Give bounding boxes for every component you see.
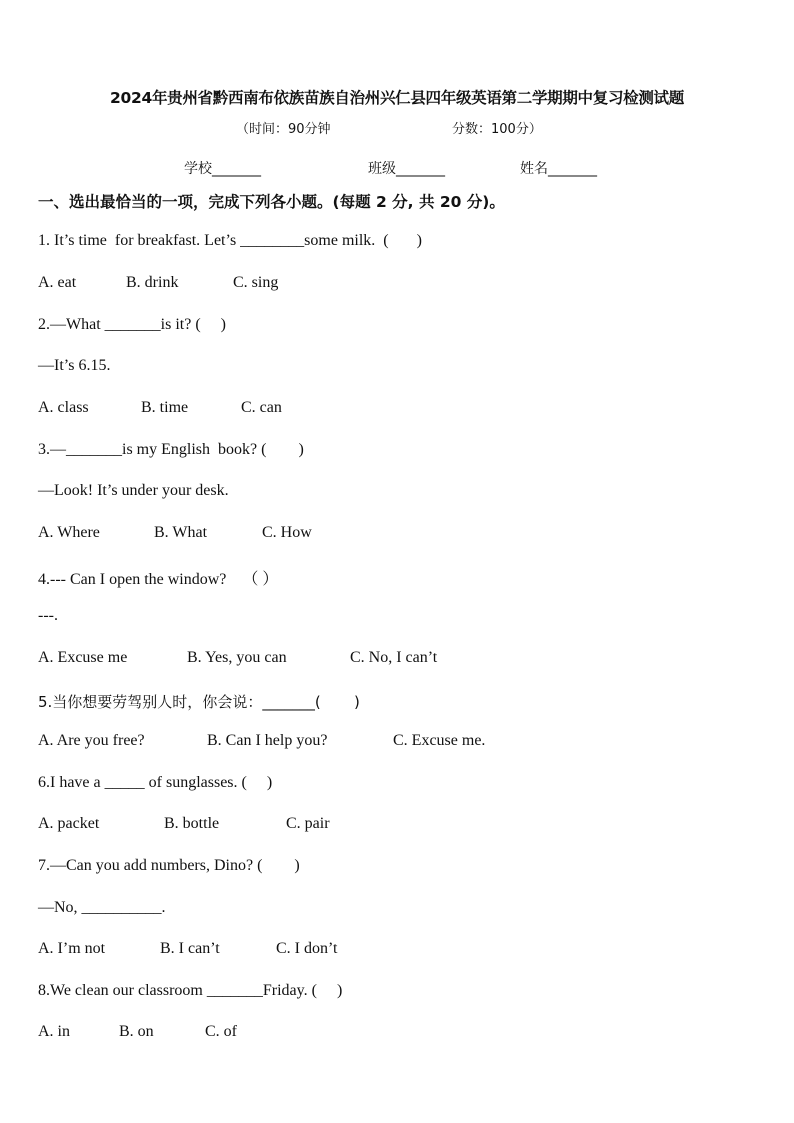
question-5-option-a: A. Are you free? [38,732,145,749]
question-4-answer-line: ---. [38,607,58,624]
question-7-stem: 7.—Can you add numbers, Dino? ( ) [38,857,300,874]
question-8-option-b: B. on [119,1023,154,1040]
question-6-option-c: C. pair [286,815,330,832]
name-field: 姓名_______ [520,161,597,177]
question-2-stem: 2.—What _______is it? ( ) [38,316,226,333]
exam-title: 2024年贵州省黔西南布依族苗族自治州兴仁县四年级英语第二学期期中复习检测试题 [110,89,684,107]
question-6-option-a: A. packet [38,815,100,832]
question-2-option-c: C. can [241,399,282,416]
question-1-option-a: A. eat [38,274,77,291]
question-3-stem: 3.—_______is my English book? ( ) [38,441,304,458]
question-1-stem: 1. It’s time for breakfast. Let’s ________some milk. ( ) [38,232,422,249]
exam-time: （时间：90分钟 [236,122,331,137]
question-3-option-c: C. How [262,524,312,541]
class-field: 班级_______ [368,161,445,177]
question-7-option-b: B. I can’t [160,940,220,957]
question-8-option-c: C. of [205,1023,237,1040]
exam-score: 分数：100分） [452,122,542,137]
question-4-option-b: B. Yes, you can [187,649,287,666]
question-2-option-b: B. time [141,399,189,416]
question-3-option-b: B. What [154,524,208,541]
question-8-option-a: A. in [38,1023,70,1040]
question-7-answer-line: —No, __________. [38,899,166,916]
question-8-stem: 8.We clean our classroom _______Friday. ( ) [38,982,343,999]
school-field: 学校_______ [184,161,261,177]
question-4-option-c: C. No, I can’t [350,649,438,666]
question-5-option-c: C. Excuse me. [393,732,486,749]
question-3-option-a: A. Where [38,524,100,541]
question-5-option-b: B. Can I help you? [207,732,328,749]
question-1-option-b: B. drink [126,274,179,291]
question-6-stem: 6.I have a _____ of sunglasses. ( ) [38,774,273,791]
question-7-option-a: A. I’m not [38,940,106,957]
question-1-option-c: C. sing [233,274,279,291]
question-2-answer-line: —It’s 6.15. [38,357,111,374]
question-7-option-c: C. I don’t [276,940,338,957]
question-3-answer-line: —Look! It’s under your desk. [38,482,229,499]
question-4-stem: 4.--- Can I open the window? （ ） [38,571,279,588]
question-4-option-a: A. Excuse me [38,649,128,666]
section-heading: 一、选出最恰当的一项，完成下列各小题。(每题 2 分, 共 20 分)。 [38,193,505,211]
question-5-stem: 5.当你想要劳驾别人时，你会说：_______( ) [38,693,360,711]
question-6-option-b: B. bottle [164,815,220,832]
question-2-option-a: A. class [38,399,89,416]
